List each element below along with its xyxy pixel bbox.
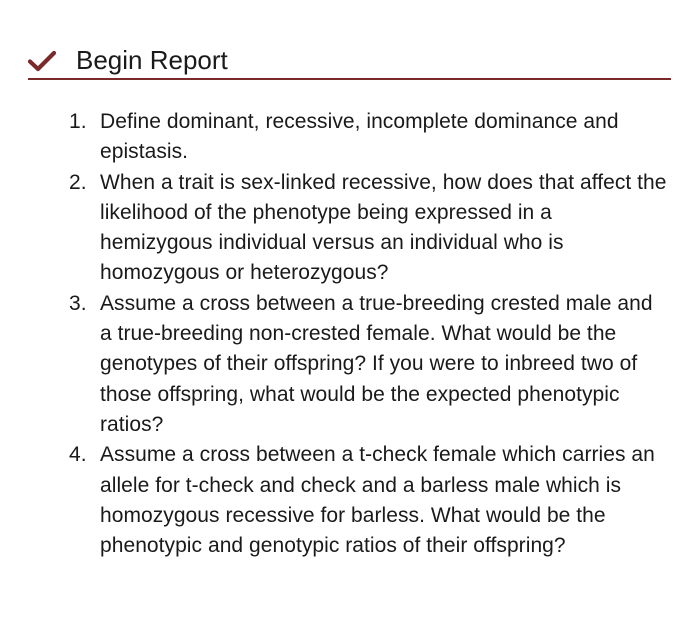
question-item (69, 440, 669, 561)
question-list (69, 107, 669, 561)
question-text: Assume a cross between a true-breeding crested male and a true-breeding non-crested female. What would be the genotypes of their offspring? If you were to inbreed two of those offspring, what would be the expected phenotypic ratios? (100, 291, 653, 436)
question-item (69, 289, 669, 440)
question-text: Assume a cross between a t-check female which carries an allele for t-check and check and a barless male which is homozygous recessive for barless. What would be the phenotypic and genotypic ratios of their offspring? (100, 443, 655, 558)
check-icon (28, 50, 56, 72)
section-header (28, 44, 671, 80)
question-number: 3. (69, 291, 87, 315)
question-text: When a trait is sex-linked recessive, how does that affect the likelihood of the phenotype being expressed in a hemizygous individual versus an individual who is homozygous or heterozygous? (100, 170, 667, 285)
question-text: Define dominant, recessive, incomplete dominance and epistasis. (100, 110, 619, 164)
question-item (69, 107, 669, 168)
question-item (69, 168, 669, 289)
question-number: 2. (69, 170, 87, 194)
question-number: 4. (69, 443, 87, 467)
section-title: Begin Report (76, 45, 228, 75)
question-number: 1. (69, 110, 87, 133)
